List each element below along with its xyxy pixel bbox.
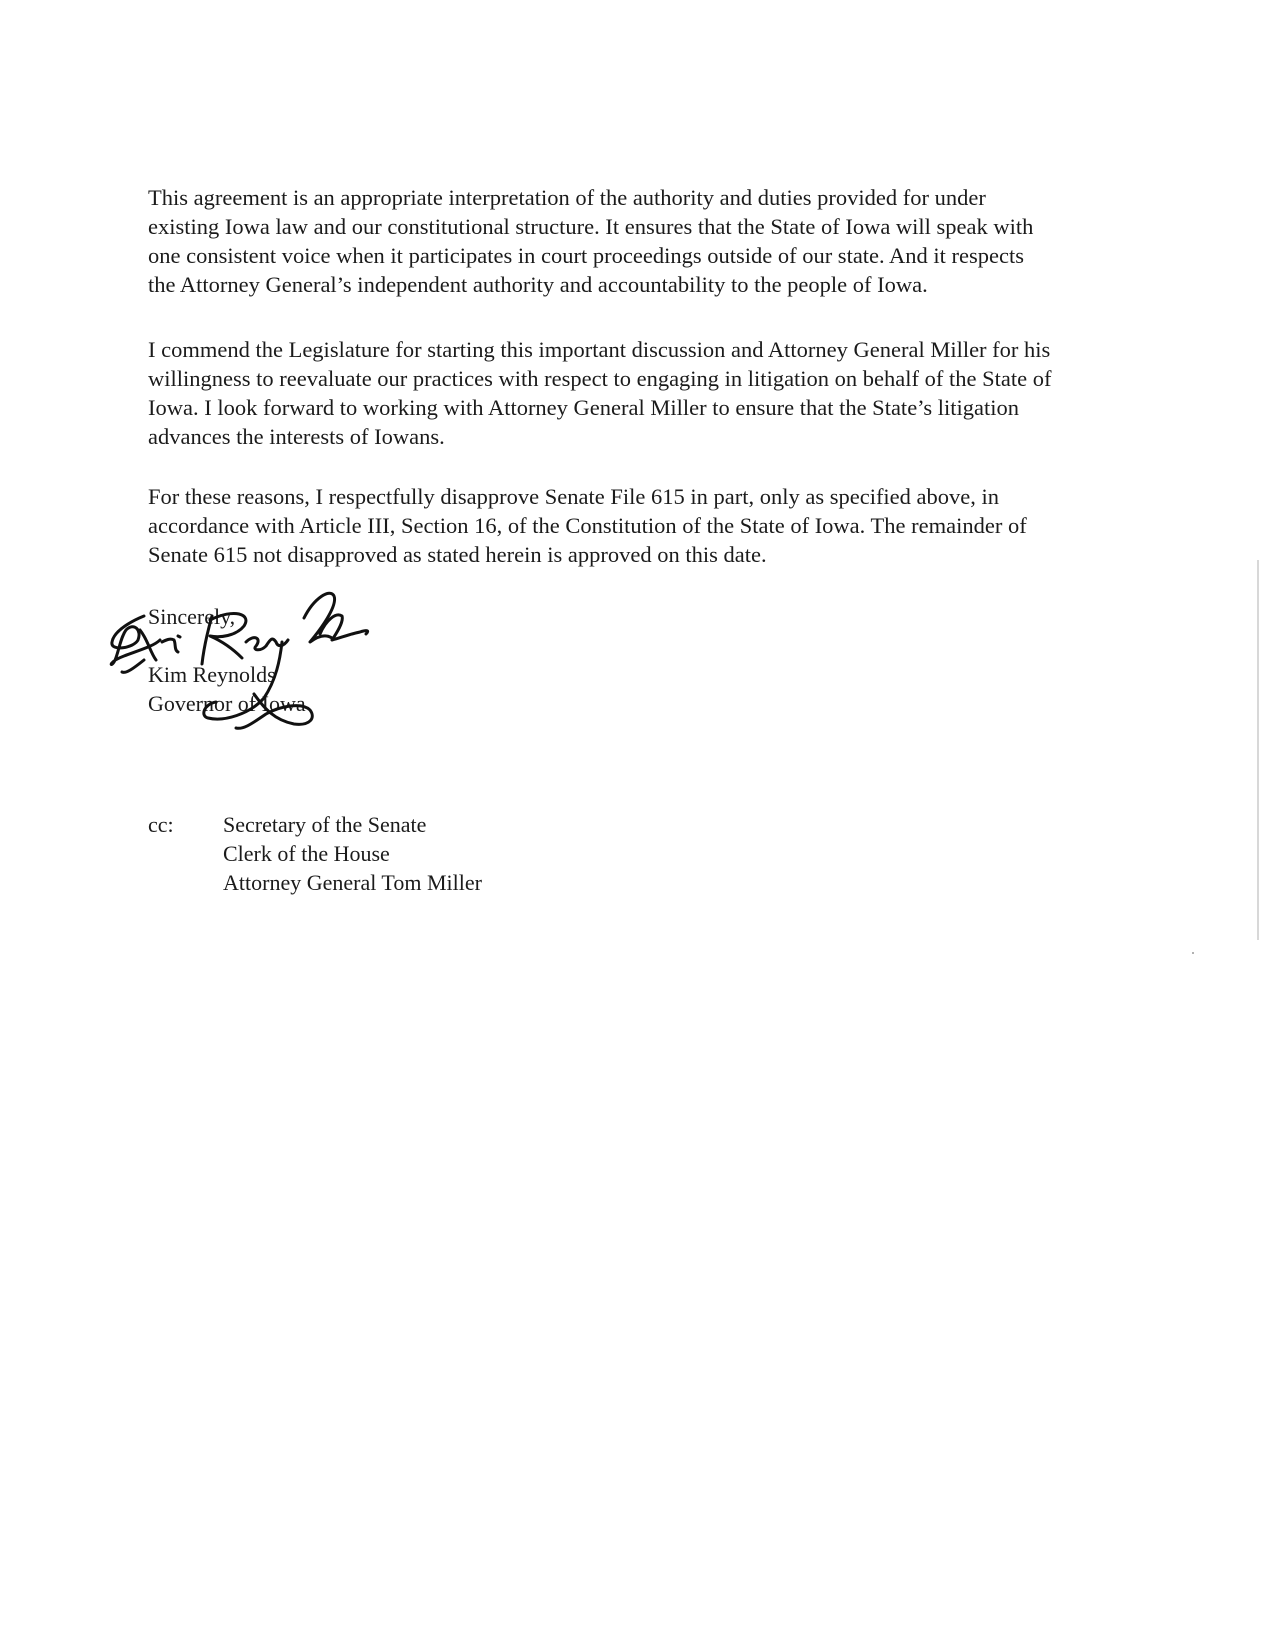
cc-recipient: Attorney General Tom Miller	[223, 870, 482, 895]
signer-name: Kim Reynolds	[148, 662, 276, 687]
paragraph-line: existing Iowa law and our constitutional structure. It ensures that the State of Iowa will speak with	[148, 214, 1034, 239]
cc-recipient: Secretary of the Senate	[223, 812, 427, 837]
paragraph-line: Senate 615 not disapproved as stated herein is approved on this date.	[148, 542, 767, 567]
paragraph-line: advances the interests of Iowans.	[148, 424, 445, 449]
cc-recipient: Clerk of the House	[223, 841, 390, 866]
scan-speck	[1192, 952, 1194, 954]
paragraph-line: the Attorney General’s independent authority and accountability to the people of Iowa.	[148, 272, 928, 297]
paragraph-line: For these reasons, I respectfully disapprove Senate File 615 in part, only as specified above, in	[148, 484, 1000, 509]
paragraph-line: Iowa. I look forward to working with Attorney General Miller to ensure that the State’s litigation	[148, 395, 1020, 420]
handwritten-signature	[104, 590, 394, 740]
paragraph-disapproval	[148, 482, 1138, 569]
paragraph-commendation	[148, 335, 1138, 451]
paragraph-line: I commend the Legislature for starting this important discussion and Attorney General Miller for his	[148, 337, 1051, 362]
paragraph-line: one consistent voice when it participates in court proceedings outside of our state. And it respects	[148, 243, 1025, 268]
signer-title: Governor of Iowa	[148, 691, 306, 716]
paragraph-line: This agreement is an appropriate interpretation of the authority and duties provided for under	[148, 185, 986, 210]
paragraph-line: accordance with Article III, Section 16, of the Constitution of the State of Iowa. The remainder of	[148, 513, 1027, 538]
cc-recipients	[223, 810, 482, 897]
paragraph-line: willingness to reevaluate our practices with respect to engaging in litigation on behalf of the State of	[148, 366, 1052, 391]
cc-label: cc:	[148, 812, 174, 837]
salutation: Sincerely,	[148, 604, 236, 629]
paragraph-agreement	[148, 183, 1138, 299]
scan-edge-mark	[1257, 560, 1259, 940]
